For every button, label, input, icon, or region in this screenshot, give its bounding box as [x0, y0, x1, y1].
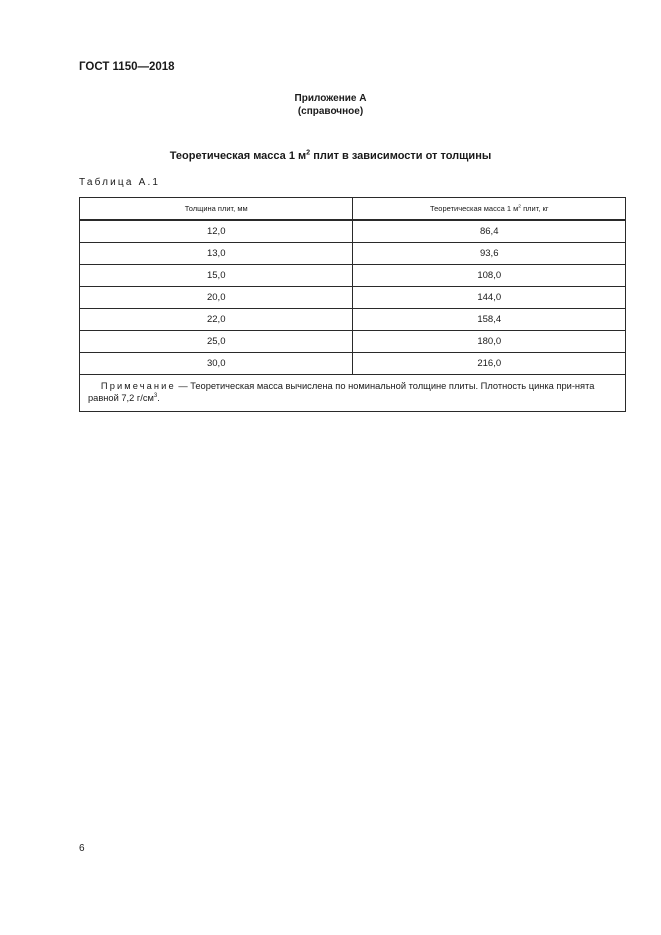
cell-thickness: 30,0 [80, 353, 353, 375]
header-mass-text: Теоретическая масса 1 м [429, 204, 519, 213]
table-row [80, 220, 626, 243]
cell-thickness: 13,0 [80, 243, 353, 265]
cell-mass: 158,4 [353, 309, 626, 331]
table-title [0, 150, 661, 162]
cell-mass: 93,6 [353, 243, 626, 265]
table-row [80, 309, 626, 331]
header-mass-superscript: 2 [518, 204, 521, 210]
cell-mass: 144,0 [353, 287, 626, 309]
header-mass-text-end: плит, кг [520, 204, 549, 213]
note-text: — Теоретическая масса вычислена по номинальной толщине плиты. Плотность цинка при-нята равной 7,2 г/см [88, 381, 595, 403]
table-title-text-end: плит в зависимости от толщины [310, 150, 492, 162]
cell-thickness: 20,0 [80, 287, 353, 309]
cell-thickness: 15,0 [80, 265, 353, 287]
page-number: 6 [79, 843, 85, 854]
cell-mass: 180,0 [353, 331, 626, 353]
appendix-heading [0, 92, 661, 118]
cell-mass: 216,0 [353, 353, 626, 375]
table-title-superscript: 2 [306, 148, 311, 157]
cell-mass: 108,0 [353, 265, 626, 287]
cell-mass: 86,4 [353, 220, 626, 243]
note-label: Примечание [100, 381, 176, 391]
appendix-subtitle: (справочное) [297, 106, 364, 117]
table-row [80, 287, 626, 309]
cell-thickness: 12,0 [80, 220, 353, 243]
header-thickness: Толщина плит, мм [80, 198, 353, 221]
table-row [80, 331, 626, 353]
header-mass [353, 198, 626, 221]
table-row [80, 243, 626, 265]
cell-thickness: 25,0 [80, 331, 353, 353]
standard-designation: ГОСТ 1150—2018 [79, 61, 175, 73]
table-note-row [80, 375, 626, 412]
table-title-text: Теоретическая масса 1 м [169, 150, 307, 162]
table-note [80, 375, 626, 412]
table-row [80, 265, 626, 287]
cell-thickness: 22,0 [80, 309, 353, 331]
mass-table [79, 197, 626, 412]
note-superscript: 3 [153, 392, 158, 399]
appendix-title: Приложение А [294, 93, 367, 104]
table-row [80, 353, 626, 375]
table-header-row [80, 198, 626, 221]
table-caption: Таблица А.1 [79, 177, 161, 188]
note-end: . [157, 393, 160, 403]
